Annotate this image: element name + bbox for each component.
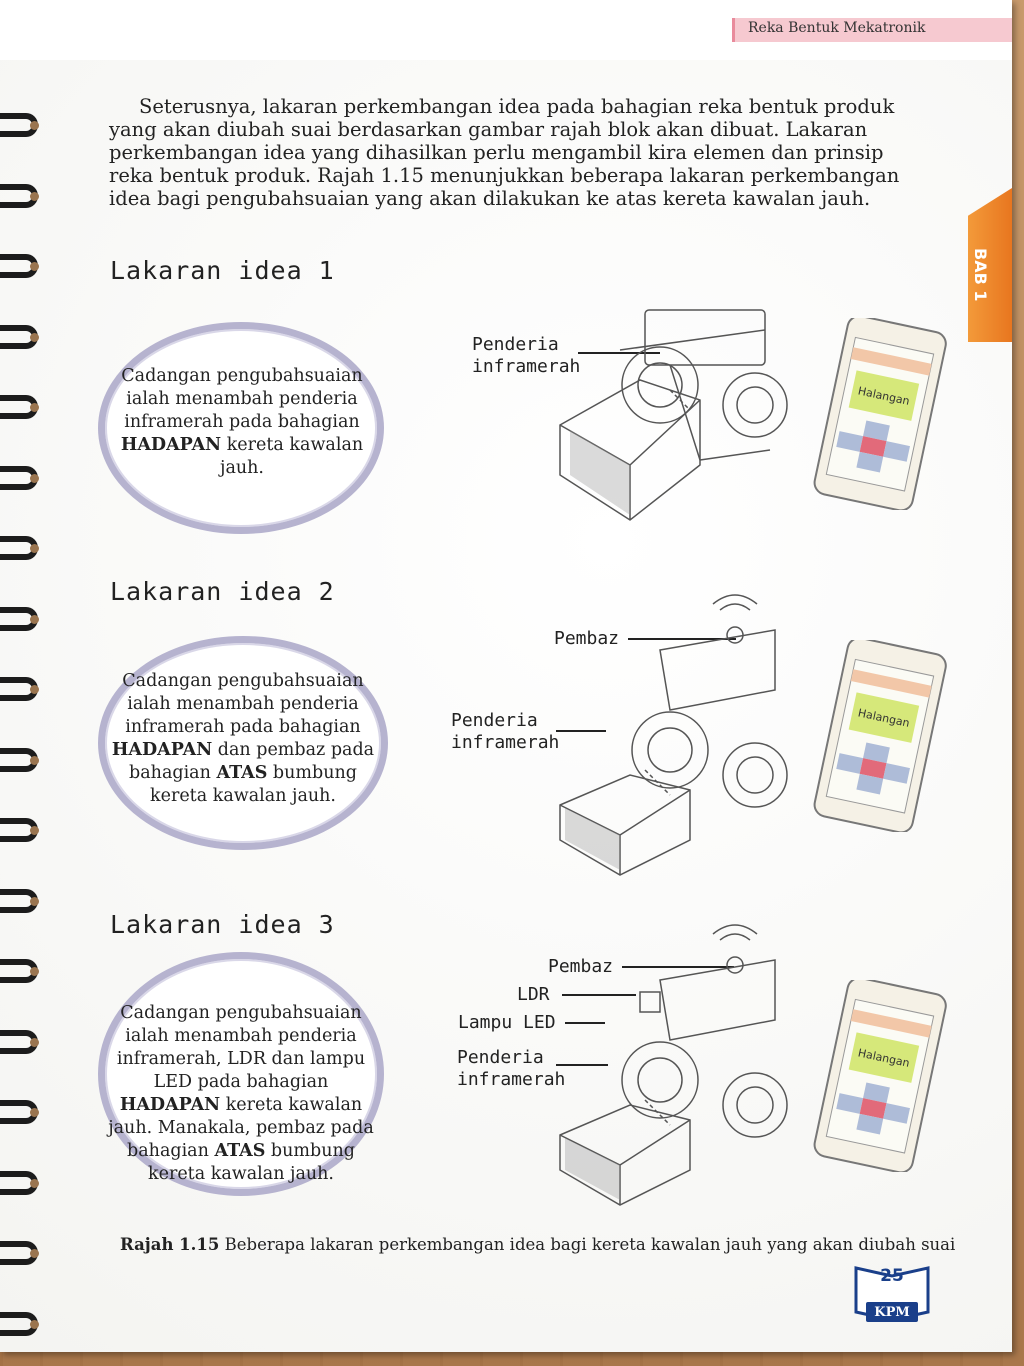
idea-2-label-buzzer: Pembaz xyxy=(554,628,620,649)
idea-3-label-ldr: LDR xyxy=(517,984,550,1005)
kpm-label: KPM xyxy=(874,1305,910,1320)
binding-hole xyxy=(30,544,39,553)
binding-hole xyxy=(30,685,39,694)
binding-hole xyxy=(30,1038,39,1047)
idea-1-title: Lakaran idea 1 xyxy=(110,256,335,285)
idea-3-car-sketch xyxy=(550,920,790,1210)
idea-1-car-sketch xyxy=(550,290,790,545)
idea-3-label-buzzer: Pembaz xyxy=(548,956,614,977)
binding-hole xyxy=(30,1249,39,1258)
chapter-tab-label: BAB 1 xyxy=(971,248,990,302)
idea-3-title: Lakaran idea 3 xyxy=(110,910,335,939)
binding-hole xyxy=(30,1108,39,1117)
binding-hole xyxy=(30,967,39,976)
idea-3-label-infrared: Penderia inframerah xyxy=(457,1047,566,1090)
idea-3-phone-sketch xyxy=(800,980,958,1172)
page-number: 25 xyxy=(880,1266,904,1286)
binding-hole xyxy=(30,333,39,342)
binding-hole xyxy=(30,826,39,835)
binding-hole xyxy=(30,474,39,483)
binding-hole xyxy=(30,403,39,412)
idea-2-phone-screen-label: Halangan xyxy=(856,706,911,730)
binding-hole xyxy=(30,121,39,130)
idea-2-phone-sketch xyxy=(800,640,958,832)
chapter-title: Reka Bentuk Mekatronik xyxy=(748,20,926,36)
idea-1-description: Cadangan pengubahsuaian ialah menambah penderia inframerah pada bahagian HADAPAN kereta kawalan jauh. xyxy=(120,366,364,478)
binding-hole xyxy=(30,1320,39,1329)
binding-hole xyxy=(30,756,39,765)
idea-1-phone-screen-label: Halangan xyxy=(856,384,911,408)
binding-hole xyxy=(30,262,39,271)
binding-hole xyxy=(30,615,39,624)
idea-2-description: Cadangan pengubahsuaian ialah menambah penderia inframerah pada bahagian HADAPAN dan pembaz pada bahagian ATAS bumbung kereta kawalan jauh. xyxy=(111,671,375,806)
idea-1-phone-sketch xyxy=(800,318,958,510)
figure-caption: Rajah 1.15 Beberapa lakaran perkembangan idea bagi kereta kawalan jauh yang akan diubah suai xyxy=(120,1235,956,1254)
binding-hole xyxy=(30,897,39,906)
idea-3-description: Cadangan pengubahsuaian ialah menambah penderia inframerah, LDR dan lampu LED pada bahagian HADAPAN kereta kawalan jauh. Manakala, pembaz pada bahagian ATAS bumbung kereta kawalan jauh. xyxy=(108,1003,374,1184)
idea-1-label-infrared: Penderia inframerah xyxy=(472,334,581,377)
binding-hole xyxy=(30,1179,39,1188)
idea-2-car-sketch xyxy=(550,590,790,880)
idea-2-title: Lakaran idea 2 xyxy=(110,577,335,606)
binding-hole xyxy=(30,192,39,201)
idea-3-label-led: Lampu LED xyxy=(458,1012,556,1033)
idea-3-phone-screen-label: Halangan xyxy=(856,1046,911,1070)
idea-2-label-infrared: Penderia inframerah xyxy=(451,710,560,753)
intro-paragraph: Seterusnya, lakaran perkembangan idea pada bahagian reka bentuk produk yang akan diubah suai berdasarkan gambar rajah blok akan dibuat. Lakaran perkembangan idea yang dihasilkan perlu mengambil kira elemen dan prinsip reka bentuk produk. Rajah 1.15 menunjukkan beberapa lakaran perkembangan idea bagi pengubahsuaian yang akan dilakukan ke atas kereta kawalan jauh. xyxy=(109,95,900,210)
